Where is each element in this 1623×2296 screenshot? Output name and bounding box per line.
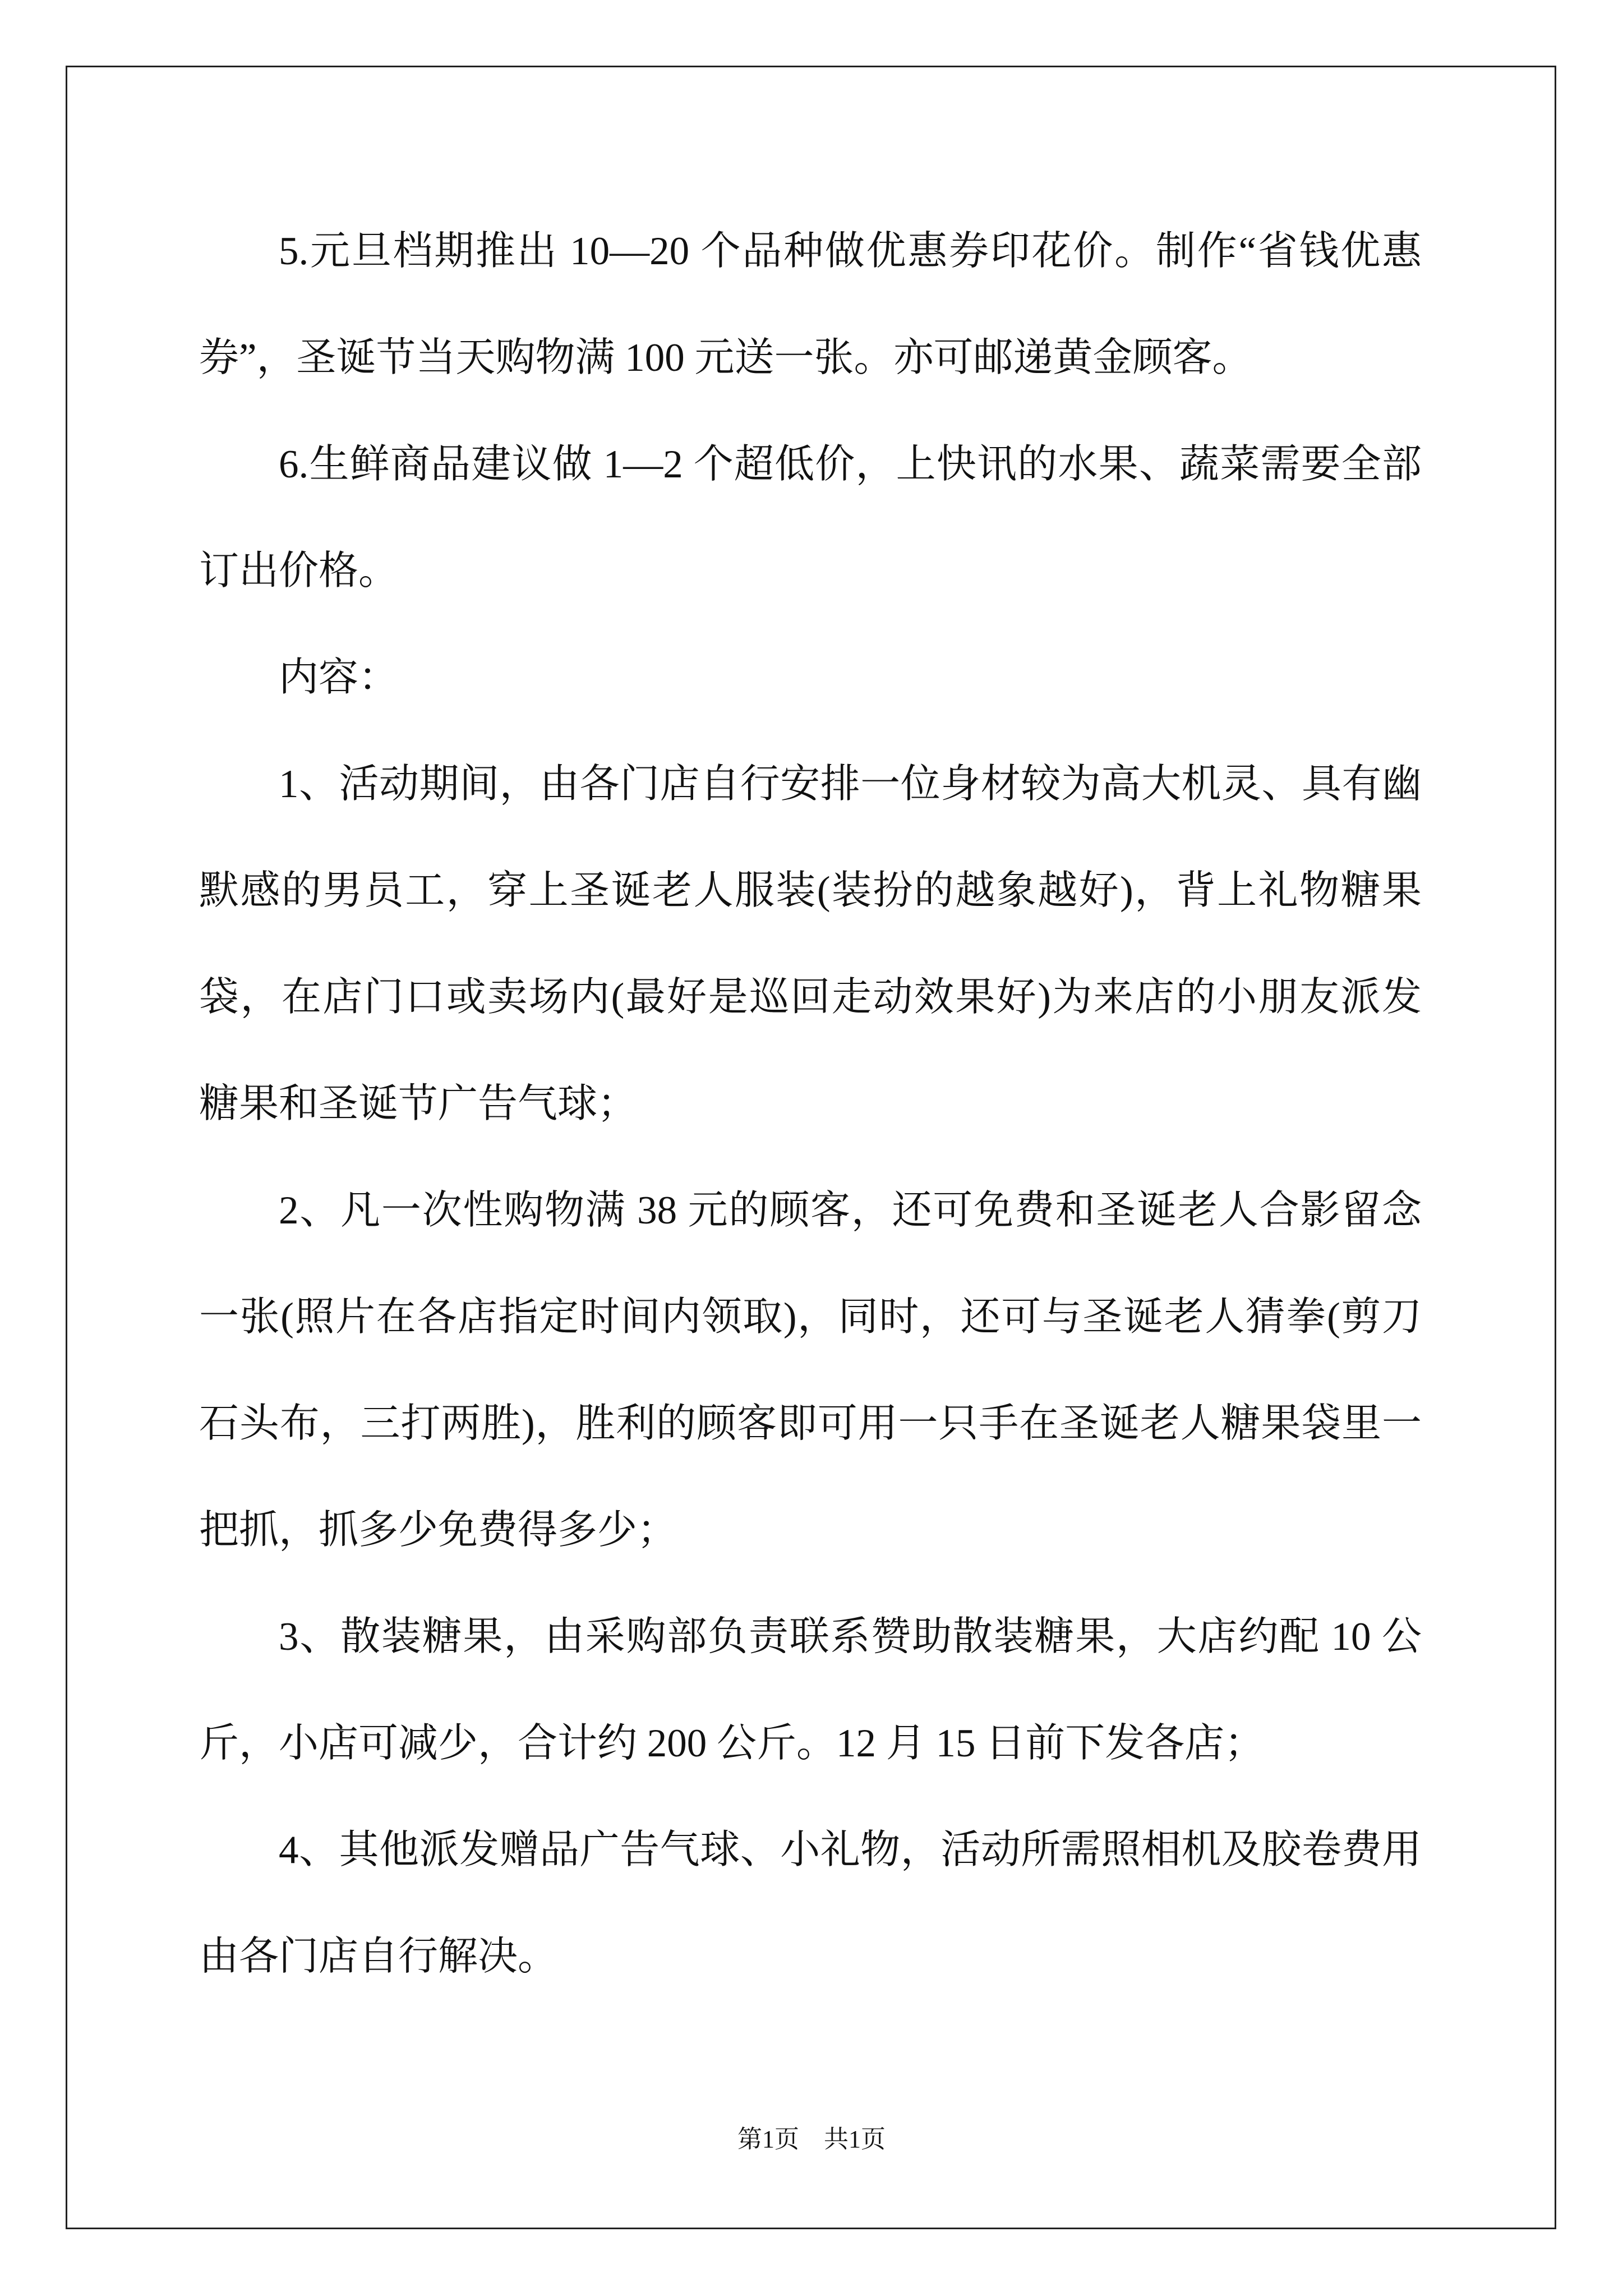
text-line: 4、其他派发赠品广告气球、小礼物，活动所需照相机及胶卷费用 (279, 1828, 1422, 1872)
text-line: 石头布，三打两胜)，胜利的顾客即可用一只手在圣诞老人糖果袋里一 (199, 1402, 1422, 1446)
paragraph (199, 411, 1422, 624)
text-line: 3、散装糖果，由采购部负责联系赞助散装糖果，大店约配 10 公 (279, 1615, 1422, 1659)
text-line: 6.生鲜商品建议做 1—2 个超低价，上快讯的水果、蔬菜需要全部 (279, 443, 1422, 486)
section-heading (199, 624, 1422, 731)
text-line: 糖果和圣诞节广告气球； (199, 1082, 638, 1126)
text-line: 内容： (279, 656, 399, 700)
document-body (199, 198, 1422, 2010)
paragraph (199, 1157, 1422, 1584)
text-line: 1、活动期间，由各门店自行安排一位身材较为高大机灵、具有幽 (279, 762, 1422, 806)
text-line: 5.元旦档期推出 10—20 个品种做优惠券印花价。制作“省钱优惠 (279, 229, 1422, 273)
text-line: 斤，小店可减少，合计约 200 公斤。12 月 15 日前下发各店； (199, 1722, 1265, 1765)
text-line: 袋，在店门口或卖场内(最好是巡回走动效果好)为来店的小朋友派发 (199, 976, 1422, 1019)
page-footer: 第1页 共1页 (737, 2125, 886, 2153)
text-line: 券”，圣诞节当天购物满 100 元送一张。亦可邮递黄金顾客。 (199, 336, 1252, 380)
paragraph (199, 1797, 1422, 2010)
paragraph (199, 731, 1422, 1157)
text-line: 由各门店自行解决。 (199, 1935, 558, 1978)
paragraph (199, 198, 1422, 411)
text-line: 订出价格。 (199, 549, 399, 593)
text-line: 把抓，抓多少免费得多少； (199, 1508, 677, 1552)
text-line: 一张(照片在各店指定时间内领取)，同时，还可与圣诞老人猜拳(剪刀 (199, 1295, 1422, 1339)
paragraph (199, 1584, 1422, 1797)
text-line: 2、凡一次性购物满 38 元的顾客，还可免费和圣诞老人合影留念 (279, 1189, 1422, 1232)
text-line: 默感的男员工，穿上圣诞老人服装(装扮的越象越好)，背上礼物糖果 (199, 869, 1422, 913)
